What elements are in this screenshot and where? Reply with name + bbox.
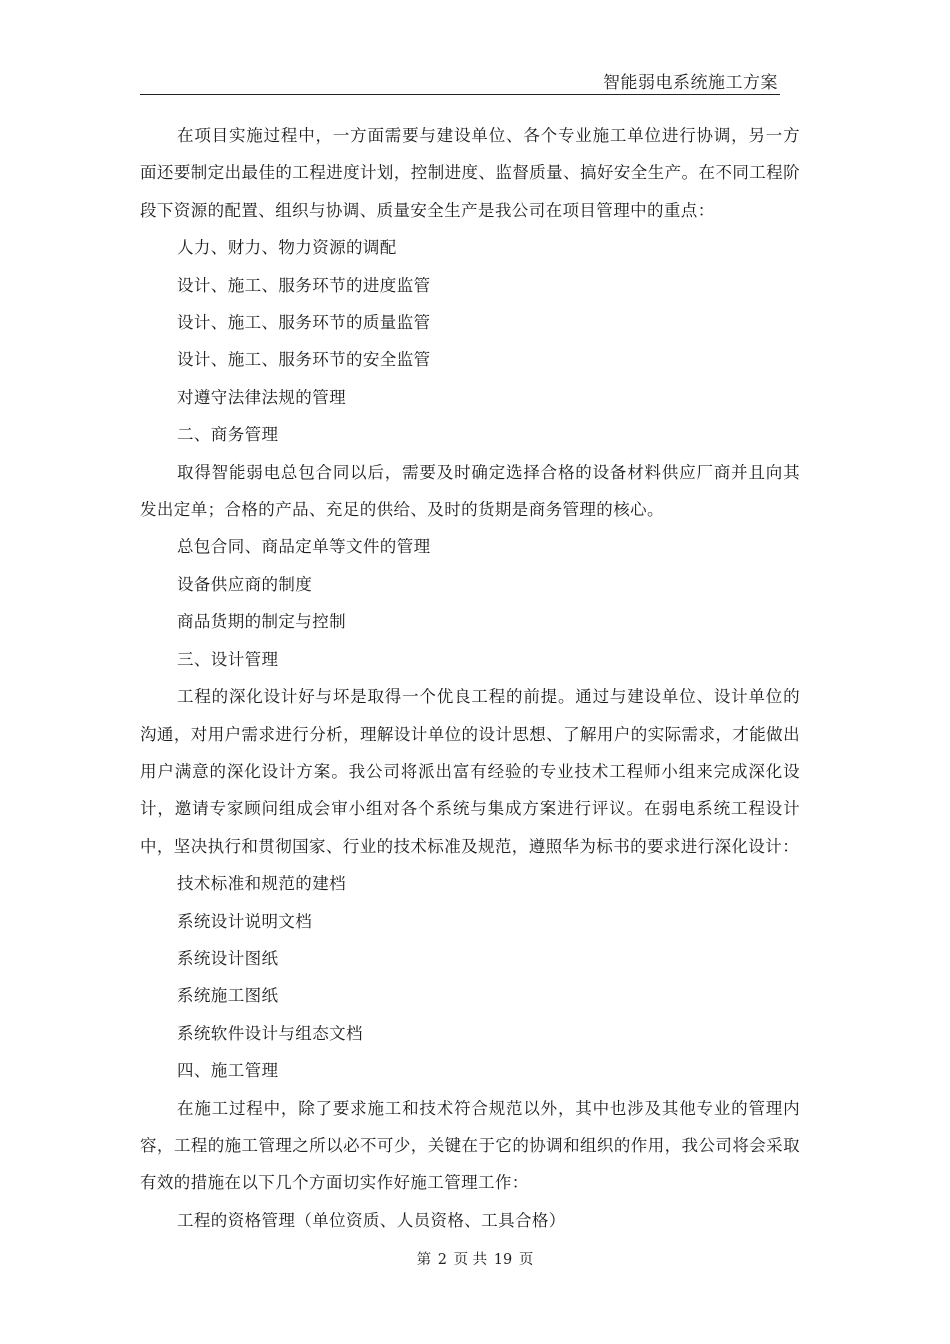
footer-suffix: 页 bbox=[518, 1252, 534, 1268]
list-item: 系统设计图纸 bbox=[177, 948, 279, 968]
list-item: 对遵守法律法规的管理 bbox=[177, 387, 346, 407]
document-body bbox=[140, 117, 800, 1239]
paragraph-construction: 在施工过程中，除了要求施工和技术符合规范以外，其中也涉及其他专业的管理内容，工程的施工管理之所以必不可少，关键在于它的协调和组织的作用，我公司将会采取有效的措施在以下几个方面切实作好施工管理工作： bbox=[140, 1098, 800, 1193]
paragraph-project-coordination: 在项目实施过程中，一方面需要与建设单位、各个专业施工单位进行协调，另一方面还要制定出最佳的工程进度计划，控制进度、监督质量、搞好安全生产。在不同工程阶段下资源的配置、组织与协调、质量安全生产是我公司在项目管理中的重点： bbox=[140, 126, 800, 220]
footer-page-number: 2 bbox=[437, 1252, 447, 1268]
footer-total-pages: 19 bbox=[493, 1252, 513, 1268]
list-item: 总包合同、商品定单等文件的管理 bbox=[177, 537, 431, 557]
list-item: 技术标准和规范的建档 bbox=[177, 874, 346, 894]
section-heading-design: 三、设计管理 bbox=[177, 649, 279, 669]
paragraph-design: 工程的深化设计好与坏是取得一个优良工程的前提。通过与建设单位、设计单位的沟通，对用户需求进行分析，理解设计单位的设计思想、了解用户的实际需求，才能做出用户满意的深化设计方案。我公司将派出富有经验的专业技术工程师小组来完成深化设计，邀请专家顾问组成会审小组对各个系统与集成方案进行评议。在弱电系统工程设计中，坚决执行和贯彻国家、行业的技术标准及规范，遵照华为标书的要求进行深化设计： bbox=[140, 687, 800, 856]
list-item: 系统设计说明文档 bbox=[177, 911, 313, 931]
list-item: 人力、财力、物力资源的调配 bbox=[177, 238, 397, 258]
list-item: 设计、施工、服务环节的进度监管 bbox=[177, 275, 431, 295]
footer-prefix: 第 bbox=[416, 1252, 432, 1268]
page-header bbox=[140, 66, 780, 95]
footer-middle: 页 共 bbox=[453, 1252, 488, 1268]
list-item: 系统施工图纸 bbox=[177, 986, 279, 1006]
list-item: 设计、施工、服务环节的安全监管 bbox=[177, 350, 431, 370]
list-item: 系统软件设计与组态文档 bbox=[177, 1023, 363, 1043]
list-item: 商品货期的制定与控制 bbox=[177, 612, 346, 632]
paragraph-business: 取得智能弱电总包合同以后，需要及时确定选择合格的设备材料供应厂商并且向其发出定单；合格的产品、充足的供给、及时的货期是商务管理的核心。 bbox=[140, 462, 800, 520]
list-item: 工程的资格管理（单位资质、人员资格、工具合格） bbox=[177, 1210, 566, 1230]
section-heading-business: 二、商务管理 bbox=[177, 425, 279, 445]
header-title: 智能弱电系统施工方案 bbox=[603, 73, 778, 93]
list-item: 设备供应商的制度 bbox=[177, 574, 313, 594]
page-footer bbox=[0, 1248, 950, 1269]
list-item: 设计、施工、服务环节的质量监管 bbox=[177, 313, 431, 333]
section-heading-construction: 四、施工管理 bbox=[177, 1061, 279, 1081]
